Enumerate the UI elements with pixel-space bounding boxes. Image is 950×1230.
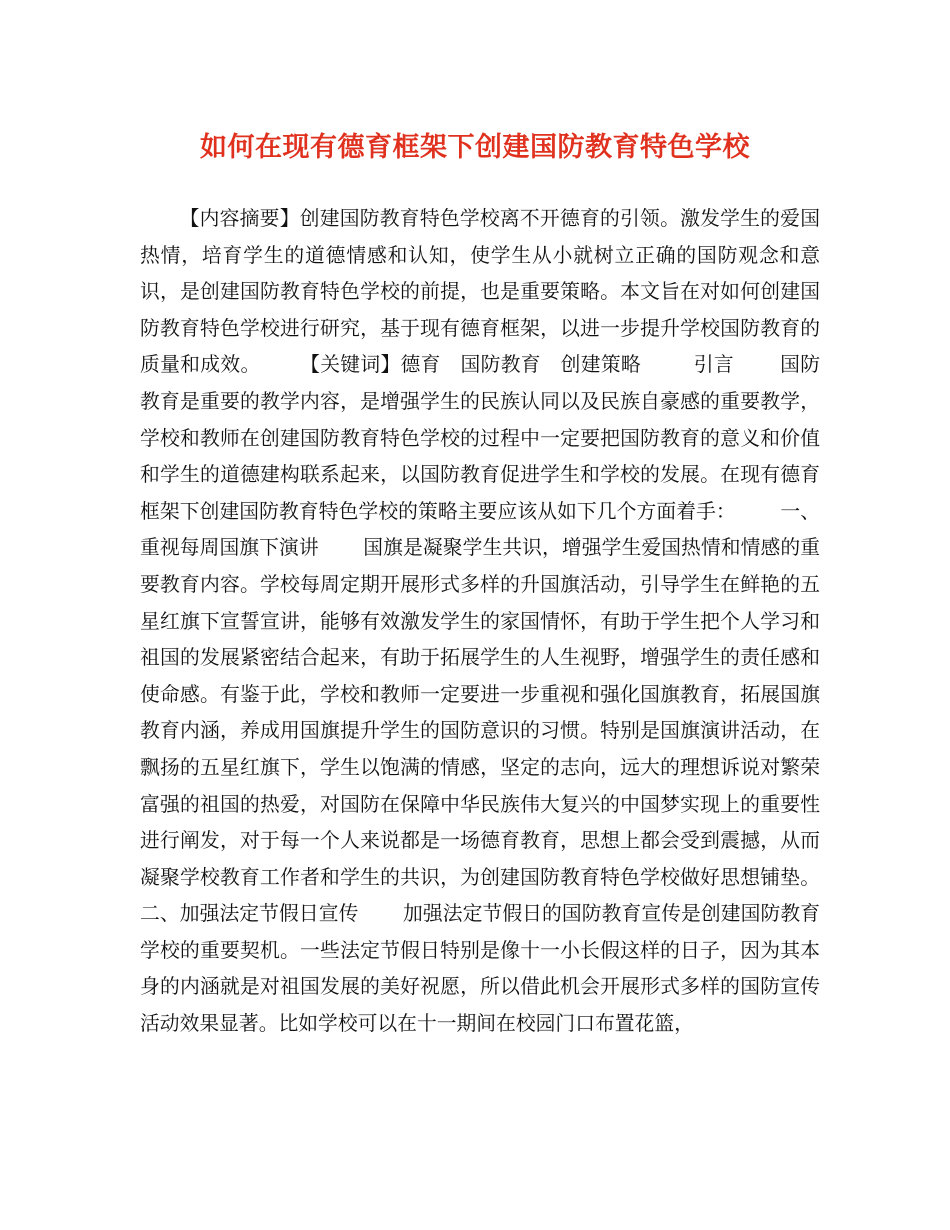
document-title: 如何在现有德育框架下创建国防教育特色学校 <box>200 132 750 163</box>
document-body: 【内容摘要】创建国防教育特色学校离不开德育的引领。激发学生的爱国热情，培育学生的道德情感和认知，使学生从小就树立正确的国防观念和意识，是创建国防教育特色学校的前提，也是重要策略。本文旨在对如何创建国防教育特色学校进行研究，基于现有德育框架，以进一步提升学校国防教育的质量和成效。 【关键词】德育 国防教育 创建策略 引言 国防教育是重要的教学内容，是增强学生的民族认同以及民族自豪感的重要教学，学校和教师在创建国防教育特色学校的过程中一定要把国防教育的意义和价值和学生的道德建构联系起来，以国防教育促进学生和学校的发展。在现有德育框架下创建国防教育特色学校的策略主要应该从如下几个方面着手： 一、重视每周国旗下演讲 国旗是凝聚学生共识，增强学生爱国热情和情感的重要教育内容。学校每周定期开展形式多样的升国旗活动，引导学生在鲜艳的五星红旗下宣誓宣讲，能够有效激发学生的家国情怀，有助于学生把个人学习和祖国的发展紧密结合起来，有助于拓展学生的人生视野，增强学生的责任感和使命感。有鉴于此，学校和教师一定要进一步重视和强化国旗教育，拓展国旗教育内涵，养成用国旗提升学生的国防意识的习惯。特别是国旗演讲活动，在飘扬的五星红旗下，学生以饱满的情感，坚定的志向，远大的理想诉说对繁荣富强的祖国的热爱，对国防在保障中华民族伟大复兴的中国梦实现上的重要性进行阐发，对于每一个人来说都是一场德育教育，思想上都会受到震撼，从而凝聚学校教育工作者和学生的共识，为创建国防教育特色学校做好思想铺垫。 二、加强法定节假日宣传 加强法定节假日的国防教育宣传是创建国防教育学校的重要契机。一些法定节假日特别是像十一小长假这样的日子，因为其本身的内涵就是对祖国发展的美好祝愿，所以借此机会开展形式多样的国防宣传活动效果显著。比如学校可以在十一期间在校园门口布置花篮， <box>140 207 865 1036</box>
